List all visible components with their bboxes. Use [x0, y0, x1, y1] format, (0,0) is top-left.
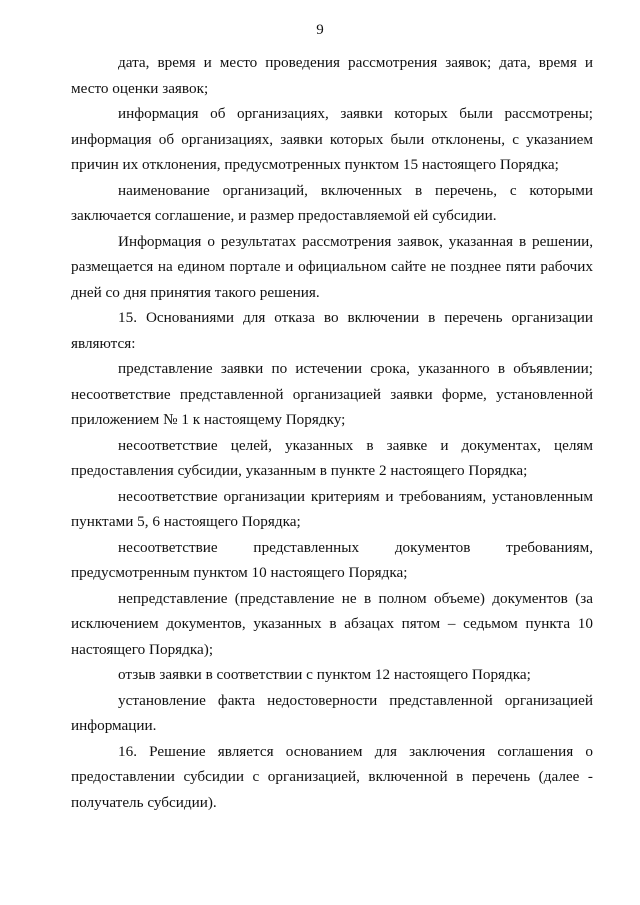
paragraph-goals-mismatch: несоответствие целей, указанных в заявке и документах, целям предоставления субсидии, указанным в пункте 2 настоящего Порядка; — [71, 436, 593, 479]
paragraph-criteria-mismatch: несоответствие организации критериям и требованиям, установленным пунктами 5, 6 настоящего Порядка; — [71, 487, 593, 530]
paragraph-withdrawal: отзыв заявки в соответствии с пунктом 12 настоящего Порядка; — [118, 666, 531, 683]
page-number: 9 — [316, 22, 324, 38]
paragraph-organizations-info: информация об организациях, заявки которых были рассмотрены; информация об организациях, заявки которых были отклонены, с указанием причин их отклонения, предусмотренных пунктом 15 настоящего Порядка; — [71, 105, 593, 173]
paragraph-false-information: установление факта недостоверности представленной организацией информации. — [71, 691, 593, 734]
paragraph-publication: Информация о результатах рассмотрения заявок, указанная в решении, размещается на едином портале и официальном сайте не позднее пяти рабочих дней со дня принятия такого решения. — [71, 232, 593, 301]
paragraph-item-16: 16. Решение является основанием для заключения соглашения о предоставлении субсидии с организацией, включенной в перечень (далее - получатель субсидии). — [71, 742, 593, 811]
paragraph-organizations-list: наименование организаций, включенных в перечень, с которыми заключается соглашение, и размер предоставляемой ей субсидии. — [71, 181, 593, 224]
paragraph-review-date: дата, время и место проведения рассмотрения заявок; дата, время и место оценки заявок; — [71, 54, 593, 97]
paragraph-item-15: 15. Основаниями для отказа во включении в перечень организации являются: — [71, 309, 593, 352]
paragraph-documents-mismatch: несоответствие представленных документов требованиям, предусмотренным пунктом 10 настоящего Порядка; — [71, 538, 593, 581]
paragraph-late-submission: представление заявки по истечении срока, указанного в объявлении; несоответствие представленной организацией заявки форме, установленной приложением № 1 к настоящему Порядку; — [71, 360, 593, 428]
document-body — [71, 50, 593, 815]
paragraph-missing-documents: непредставление (представление не в полном объеме) документов (за исключением документов, указанных в абзацах пятом – седьмом пункта 10 настоящего Порядка); — [71, 589, 593, 658]
